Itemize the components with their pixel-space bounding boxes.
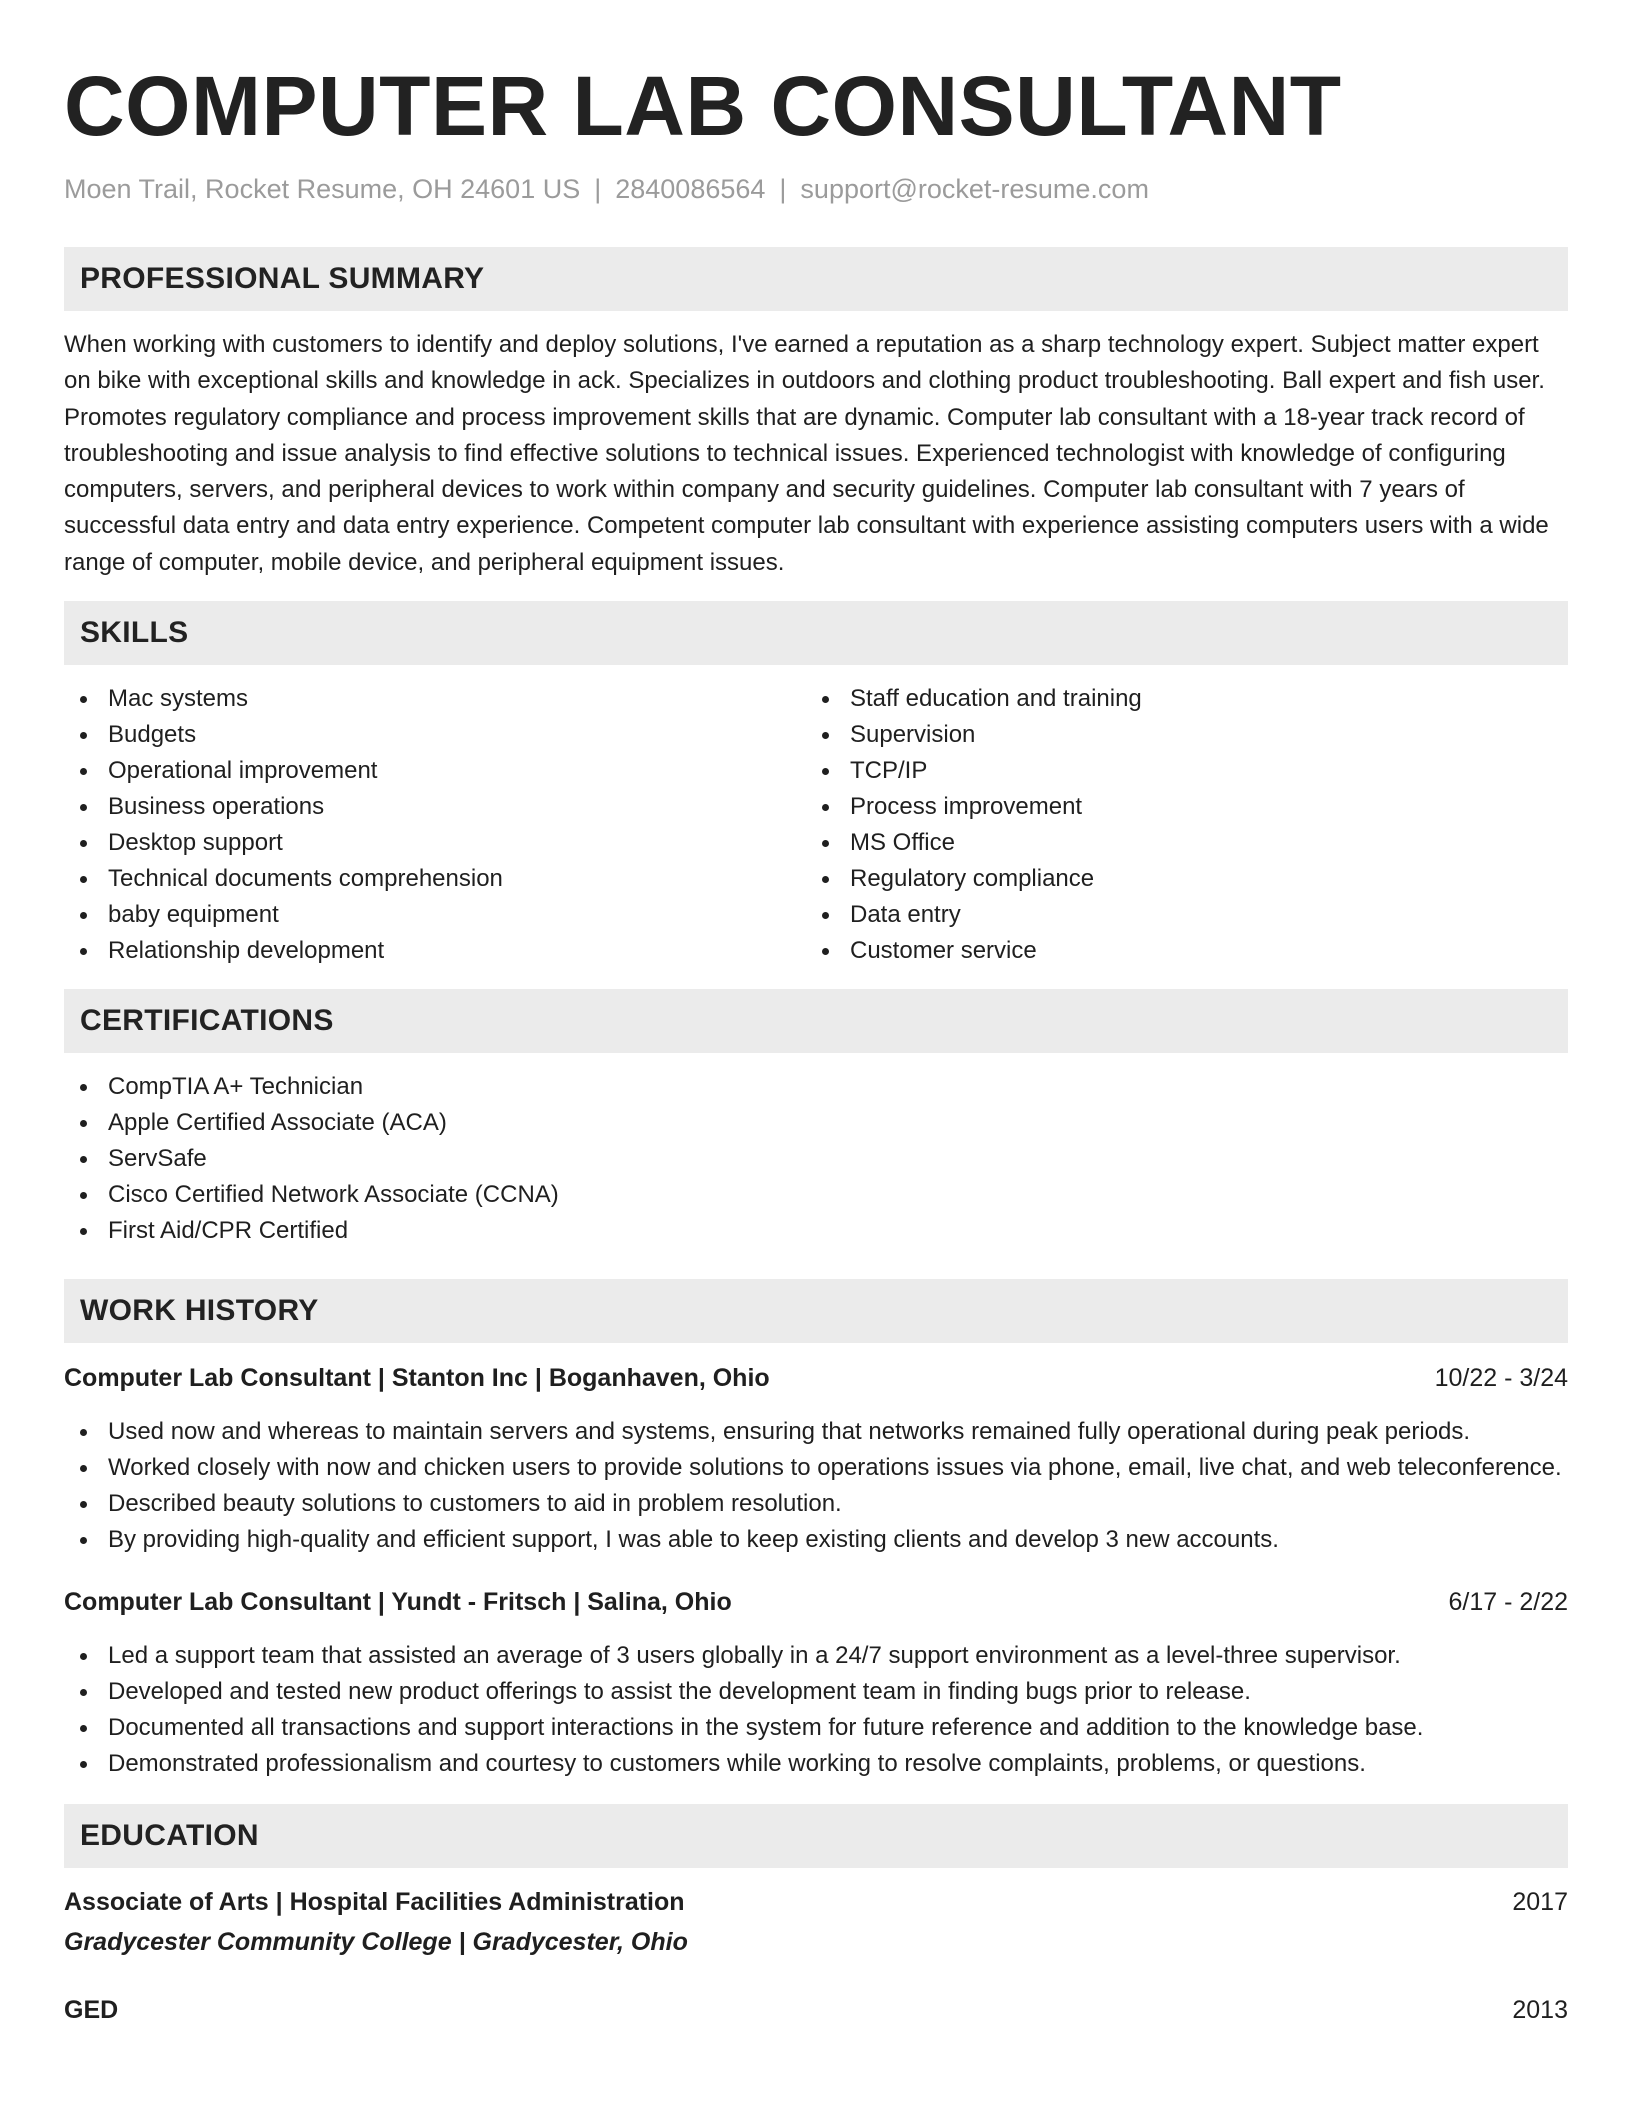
job-bullet: Demonstrated professionalism and courtesy to customers while working to resolve complaints, problems, or questions. [64,1746,1568,1782]
certification-item: Apple Certified Associate (ACA) [64,1105,1568,1141]
contact-address: Moen Trail, Rocket Resume, OH 24601 US [64,174,581,204]
skill-item: Data entry [806,897,1548,933]
education-degree: GED [64,1996,119,2025]
skill-item: Operational improvement [64,753,806,789]
education-entry [64,1992,1568,2028]
contact-email: support@rocket-resume.com [800,174,1149,204]
job-bullet: Used now and whereas to maintain servers and systems, ensuring that networks remained fully operational during peak periods. [64,1414,1568,1450]
job-dates: 6/17 - 2/22 [1448,1588,1568,1617]
skill-item: Supervision [806,717,1548,753]
certifications-heading: CERTIFICATIONS [64,989,1568,1053]
skill-item: Process improvement [806,789,1548,825]
certification-item: First Aid/CPR Certified [64,1213,1568,1249]
certification-item: CompTIA A+ Technician [64,1069,1568,1105]
contact-separator: | [779,174,787,204]
skills-column-right [806,681,1548,969]
job-bullet: By providing high-quality and efficient support, I was able to keep existing clients and develop 3 new accounts. [64,1522,1568,1558]
education-school: Gradycester Community College | Gradycester, Ohio [64,1928,688,1957]
contact-separator: | [594,174,602,204]
certifications-list [64,1069,1568,1249]
job-entry [64,1584,1568,1782]
job-bullet: Developed and tested new product offerings to assist the development team in finding bugs prior to release. [64,1674,1568,1710]
skill-item: Regulatory compliance [806,861,1548,897]
education-year: 2013 [1512,1996,1568,2025]
work-history-heading: WORK HISTORY [64,1279,1568,1343]
skill-item: TCP/IP [806,753,1548,789]
contact-phone: 2840086564 [615,174,766,204]
education-header [64,1992,1568,2028]
skill-item: baby equipment [64,897,806,933]
skill-item: MS Office [806,825,1548,861]
job-bullet: Worked closely with now and chicken users to provide solutions to operations issues via phone, email, live chat, and web teleconference. [64,1450,1568,1486]
certification-item: Cisco Certified Network Associate (CCNA) [64,1177,1568,1213]
job-entry [64,1360,1568,1558]
skill-item: Relationship development [64,933,806,969]
education-header [64,1884,1568,1920]
job-title: Computer Lab Consultant | Yundt - Fritsch | Salina, Ohio [64,1588,732,1617]
education-year: 2017 [1512,1888,1568,1917]
contact-line [64,172,1568,206]
summary-text: When working with customers to identify and deploy solutions, I've earned a reputation as a sharp technology expert. Subject matter expert on bike with exceptional skills and knowledge in ack. Specializes in outdoors and clothing product troubleshooting. Ball expert and fish user. Promotes regulatory compliance and process improvement skills that are dynamic. Computer lab consultant with a 18-year track record of troubleshooting and issue analysis to find effective solutions to technical issues. Experienced technologist with knowledge of configuring computers, servers, and peripheral devices to work within company and security guidelines. Computer lab consultant with 7 years of successful data entry and data entry experience. Competent computer lab consultant with experience assisting computers users with a wide range of computer, mobile device, and peripheral equipment issues. [64,331,1549,576]
skill-item: Staff education and training [806,681,1548,717]
skill-item: Customer service [806,933,1548,969]
skills-list [64,681,1568,969]
job-title: Computer Lab Consultant | Stanton Inc | Boganhaven, Ohio [64,1364,770,1393]
job-bullets [64,1414,1568,1558]
education-degree: Associate of Arts | Hospital Facilities Administration [64,1888,685,1917]
education-heading: EDUCATION [64,1804,1568,1868]
skills-column-left [64,681,806,969]
skill-item: Mac systems [64,681,806,717]
summary-heading: PROFESSIONAL SUMMARY [64,247,1568,311]
job-bullets [64,1638,1568,1782]
job-header [64,1584,1568,1620]
skill-item: Technical documents comprehension [64,861,806,897]
job-dates: 10/22 - 3/24 [1434,1364,1568,1393]
job-bullet: Led a support team that assisted an average of 3 users globally in a 24/7 support environment as a level-three supervisor. [64,1638,1568,1674]
skill-item: Desktop support [64,825,806,861]
education-entry [64,1884,1568,1960]
certification-item: ServSafe [64,1141,1568,1177]
resume-name: COMPUTER LAB CONSULTANT [64,59,1342,153]
skill-item: Business operations [64,789,806,825]
job-header [64,1360,1568,1396]
skills-heading: SKILLS [64,601,1568,665]
job-bullet: Described beauty solutions to customers to aid in problem resolution. [64,1486,1568,1522]
job-bullet: Documented all transactions and support interactions in the system for future reference and addition to the knowledge base. [64,1710,1568,1746]
skill-item: Budgets [64,717,806,753]
